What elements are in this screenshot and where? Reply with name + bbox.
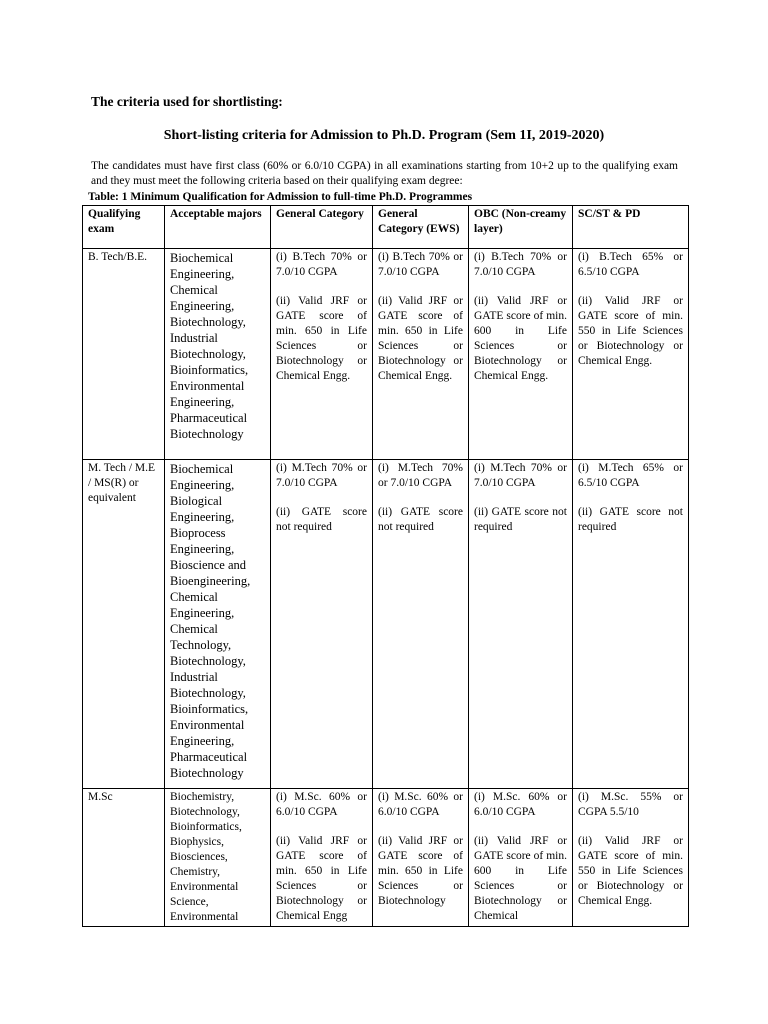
criterion-marks: (i) M.Tech 70% or 7.0/10 CGPA [378,462,463,489]
cell-scst [573,789,689,927]
cell-obc [469,789,573,927]
table-row [83,460,689,789]
table-caption: Table: 1 Minimum Qualification for Admission to full-time Ph.D. Programmes [88,191,473,203]
table-row [83,249,689,460]
cell-ews [373,789,469,927]
header-general-category: General Category [271,206,373,249]
criterion-gate: (ii) GATE score not required [276,506,367,533]
cell-general [271,789,373,927]
criterion-gate: (ii) Valid JRF or GATE score of min. 650 in Life Sciences or Biotechnology [378,835,463,907]
criteria-table [82,205,689,927]
header-qualifying-exam: Qualifying exam [83,206,165,249]
cell-ews [373,460,469,789]
cell-obc [469,460,573,789]
criterion-gate: (ii) GATE score not required [474,506,567,533]
intro-paragraph: The candidates must have first class (60% or 6.0/10 CGPA) in all examinations starting from 10+2 up to the qualifying exam and they must meet the following criteria based on their qualifying exam degree: [91,160,678,187]
criterion-marks: (i) M.Sc. 60% or 6.0/10 CGPA [378,791,463,818]
cell-obc [469,249,573,460]
criterion-marks: (i) B.Tech 70% or 7.0/10 CGPA [474,251,567,278]
criterion-marks: (i) M.Sc. 60% or 6.0/10 CGPA [276,791,367,818]
cell-scst [573,249,689,460]
criterion-gate: (ii) GATE score not required [578,506,683,533]
cell-ews [373,249,469,460]
criterion-marks: (i) B.Tech 65% or 6.5/10 CGPA [578,251,683,278]
criterion-gate: (ii) Valid JRF or GATE score of min. 650 in Life Sciences or Biotechnology or Chemical Engg [276,835,367,922]
criterion-gate: (ii) Valid JRF or GATE score of min. 550 in Life Sciences or Biotechnology or Chemical Engg. [578,295,683,367]
cell-majors: Biochemical Engineering, Chemical Engineering, Biotechnology, Industrial Biotechnology, Bioinformatics, Environmental Engineering, Pharmaceutical Biotechnology [165,249,271,460]
intro-heading: The criteria used for shortlisting: [91,94,283,109]
criterion-marks: (i) M.Tech 70% or 7.0/10 CGPA [474,462,567,489]
cell-scst [573,460,689,789]
header-scst-pd: SC/ST & PD [573,206,689,249]
criterion-gate: (ii) Valid JRF or GATE score of min. 650 in Life Sciences or Biotechnology or Chemical Engg. [378,295,463,382]
criterion-marks: (i) M.Sc. 55% or CGPA 5.5/10 [578,791,683,818]
criterion-gate: (ii) Valid JRF or GATE score of min. 550 in Life Sciences or Biotechnology or Chemical Engg. [578,835,683,907]
header-obc: OBC (Non-creamy layer) [469,206,573,249]
document-title: Short-listing criteria for Admission to Ph.D. Program (Sem 1I, 2019-2020) [163,128,605,143]
header-general-ews: General Category (EWS) [373,206,469,249]
criterion-gate: (ii) Valid JRF or GATE score of min. 600 in Life Sciences or Biotechnology or Chemical Engg. [474,295,567,382]
cell-majors: Biochemistry, Biotechnology, Bioinformatics, Biophysics, Biosciences, Chemistry, Environmental Science, Environmental [165,789,271,927]
cell-exam: B. Tech/B.E. [83,249,165,460]
criterion-marks: (i) B.Tech 70% or 7.0/10 CGPA [378,251,463,278]
criterion-marks: (i) B.Tech 70% or 7.0/10 CGPA [276,251,367,278]
header-acceptable-majors: Acceptable majors [165,206,271,249]
criterion-gate: (ii) Valid JRF or GATE score of min. 600 in Life Sciences or Biotechnology or Chemical [474,835,567,922]
criterion-marks: (i) M.Sc. 60% or 6.0/10 CGPA [474,791,567,818]
criterion-gate: (ii) Valid JRF or GATE score of min. 650 in Life Sciences or Biotechnology or Chemical Engg. [276,295,367,382]
cell-exam: M.Sc [83,789,165,927]
cell-exam: M. Tech / M.E / MS(R) or equivalent [83,460,165,789]
criterion-marks: (i) M.Tech 65% or 6.5/10 CGPA [578,462,683,489]
cell-general [271,249,373,460]
cell-majors: Biochemical Engineering, Biological Engineering, Bioprocess Engineering, Bioscience and Bioengineering, Chemical Engineering, Chemical Technology, Biotechnology, Industrial Biotechnology, Bioinformatics, Environmental Engineering, Pharmaceutical Biotechnology [165,460,271,789]
criterion-marks: (i) M.Tech 70% or 7.0/10 CGPA [276,462,367,489]
table-row [83,789,689,927]
cell-general [271,460,373,789]
table-header-row [83,206,689,249]
criterion-gate: (ii) GATE score not required [378,506,463,533]
